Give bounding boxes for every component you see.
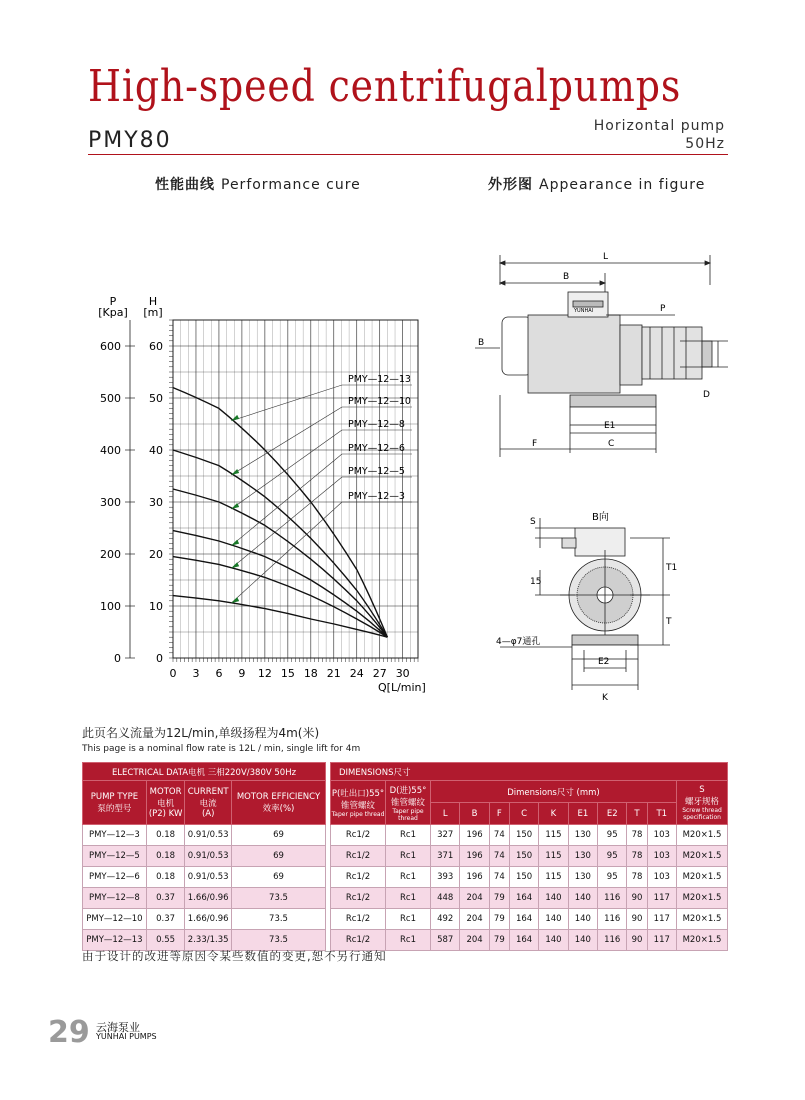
dim-col-E1: E1 — [568, 803, 597, 825]
dim-cell: 140 — [539, 909, 568, 930]
callout-line — [231, 385, 342, 421]
current-cell: 2.33/1.35 — [185, 930, 232, 951]
current-cell: 0.91/0.53 — [185, 825, 232, 846]
pump-type-cell: PMY—12—8 — [83, 888, 147, 909]
motor-kw-cell: 0.37 — [146, 909, 184, 930]
dim-cell: 140 — [568, 930, 597, 951]
dim-cell: 79 — [489, 930, 509, 951]
callout-arrow — [231, 597, 239, 603]
dim-cell: 150 — [509, 867, 538, 888]
side-view-drawing — [470, 245, 730, 465]
callout-line — [231, 502, 342, 603]
col-motor — [146, 781, 184, 825]
p-tick-label: 500 — [100, 392, 121, 405]
dim-T: T — [666, 617, 672, 627]
x-tick-label: 27 — [372, 667, 387, 680]
series-label: PMY—12—8 — [348, 419, 405, 430]
d-thread-cell: Rc1 — [386, 930, 431, 951]
h-axis-unit: [m] — [143, 306, 163, 319]
dim-cell: 164 — [509, 909, 538, 930]
performance-heading-en: Performance cure — [221, 177, 361, 193]
dim-cell: 116 — [598, 930, 627, 951]
dim-D: D — [703, 390, 710, 400]
dim-cell: 78 — [627, 867, 647, 888]
col-d-thread-en: Taper pipe thread — [392, 807, 424, 822]
col-current-unit: (A) — [201, 808, 215, 819]
p-thread-cell: Rc1/2 — [331, 846, 386, 867]
efficiency-cell: 73.5 — [232, 909, 326, 930]
dim-cell: 103 — [647, 825, 676, 846]
d-thread-cell: Rc1 — [386, 867, 431, 888]
dim-cell: 115 — [539, 825, 568, 846]
p-thread-cell: Rc1/2 — [331, 825, 386, 846]
col-current-cn: 电流 — [199, 798, 217, 809]
pump-type-label: Horizontal pump — [593, 118, 725, 134]
nameplate-logo: YUNHAI — [574, 308, 594, 314]
dimensions-row — [331, 867, 728, 888]
dim-cell: 492 — [431, 909, 460, 930]
end-view-drawing — [480, 500, 690, 710]
page-title: High-speed centrifugalpumps — [88, 61, 682, 112]
col-p-thread — [331, 781, 386, 825]
electrical-header: ELECTRICAL DATA电机 三相220V/380V 50Hz — [83, 763, 326, 781]
col-motor-unit: (P2) KW — [148, 808, 183, 819]
frequency-label: 50Hz — [685, 136, 725, 152]
dim-L: L — [603, 252, 609, 262]
dim-P: P — [660, 304, 666, 314]
performance-chart — [90, 295, 440, 700]
dim-cell: 74 — [489, 867, 509, 888]
dim-E1: E1 — [604, 421, 616, 431]
electrical-row — [83, 825, 326, 846]
dim-cell: 140 — [568, 909, 597, 930]
callout-arrow — [231, 469, 239, 475]
dim-cell: 78 — [627, 825, 647, 846]
col-efficiency-cn: 效率(%) — [262, 803, 295, 814]
dim-cell: 393 — [431, 867, 460, 888]
dim-cell: 164 — [509, 888, 538, 909]
x-tick-label: 9 — [238, 667, 246, 680]
x-tick-label: 3 — [192, 667, 200, 680]
p-tick-label: 0 — [114, 652, 121, 665]
callout-line — [231, 407, 342, 475]
dim-col-F: F — [489, 803, 509, 825]
dim-C: C — [608, 439, 615, 449]
electrical-table — [82, 762, 326, 951]
dim-cell: 150 — [509, 846, 538, 867]
dim-S: S — [530, 517, 536, 527]
dim-K: K — [602, 693, 608, 703]
series-label: PMY—12—6 — [348, 443, 405, 454]
d-thread-cell: Rc1 — [386, 888, 431, 909]
dim-cell: 150 — [509, 825, 538, 846]
dim-E2: E2 — [598, 657, 610, 667]
appearance-heading — [488, 174, 705, 194]
current-cell: 0.91/0.53 — [185, 846, 232, 867]
dim-cell: 130 — [568, 846, 597, 867]
dim-T1: T1 — [666, 563, 678, 573]
series-label: PMY—12—3 — [348, 491, 405, 502]
h-axis-label: H — [148, 295, 158, 308]
dim-cell: 196 — [460, 825, 489, 846]
dim-cell: 117 — [647, 909, 676, 930]
series-label: PMY—12—13 — [348, 374, 411, 385]
dim-cell: 116 — [598, 909, 627, 930]
d-thread-cell: Rc1 — [386, 909, 431, 930]
p-axis-label: P — [109, 295, 117, 308]
dimensions-header: DIMENSIONS尺寸 — [331, 763, 728, 781]
dim-cell: 95 — [598, 825, 627, 846]
motor-kw-cell: 0.18 — [146, 867, 184, 888]
x-tick-label: 12 — [257, 667, 272, 680]
current-cell: 1.66/0.96 — [185, 888, 232, 909]
pump-type-cell: PMY—12—5 — [83, 846, 147, 867]
col-p-thread-cn: 锥管螺纹 — [340, 801, 375, 811]
h-tick-label: 60 — [149, 340, 163, 353]
col-screw-thread-en: Screw thread specification — [682, 806, 722, 821]
col-pump-type-cn: 泵的型号 — [97, 803, 132, 814]
p-axis-unit: [Kpa] — [98, 306, 128, 319]
callout-line — [231, 430, 342, 509]
performance-heading-cn: 性能曲线 — [155, 177, 215, 193]
callout-line — [231, 454, 342, 546]
electrical-row — [83, 909, 326, 930]
col-efficiency — [232, 781, 326, 825]
series-label: PMY—12—5 — [348, 466, 405, 477]
col-current — [185, 781, 232, 825]
dimensions-row — [331, 909, 728, 930]
p-tick-label: 100 — [100, 600, 121, 613]
motor-kw-cell: 0.55 — [146, 930, 184, 951]
dim-F: F — [532, 439, 538, 449]
dim-cell: 130 — [568, 825, 597, 846]
dim-B: B — [563, 272, 570, 282]
title-divider — [88, 154, 728, 155]
motor-kw-cell: 0.18 — [146, 825, 184, 846]
mounting-hole-label: 4—φ7通孔 — [496, 637, 541, 647]
x-tick-label: 18 — [303, 667, 318, 680]
dimensions-row — [331, 930, 728, 951]
efficiency-cell: 73.5 — [232, 930, 326, 951]
pump-type-cell: PMY—12—10 — [83, 909, 147, 930]
dimensions-table — [330, 762, 728, 951]
dim-col-K: K — [539, 803, 568, 825]
dim-15: 15 — [530, 577, 542, 587]
efficiency-cell: 69 — [232, 825, 326, 846]
motor-kw-cell: 0.18 — [146, 846, 184, 867]
dim-col-L: L — [431, 803, 460, 825]
dim-col-C: C — [509, 803, 538, 825]
current-cell: 0.91/0.53 — [185, 867, 232, 888]
dim-col-B: B — [460, 803, 489, 825]
screw-thread-cell: M20×1.5 — [677, 930, 728, 951]
b-view-label: B向 — [592, 512, 609, 523]
p-thread-cell: Rc1/2 — [331, 930, 386, 951]
series-label: PMY—12—10 — [348, 396, 411, 407]
current-cell: 1.66/0.96 — [185, 909, 232, 930]
x-tick-label: 6 — [215, 667, 223, 680]
x-tick-label: 30 — [395, 667, 410, 680]
electrical-row — [83, 867, 326, 888]
dim-cell: 95 — [598, 867, 627, 888]
dim-cell: 196 — [460, 846, 489, 867]
electrical-row — [83, 846, 326, 867]
dim-cell: 115 — [539, 867, 568, 888]
dim-cell: 196 — [460, 867, 489, 888]
dim-cell: 204 — [460, 930, 489, 951]
d-thread-cell: Rc1 — [386, 825, 431, 846]
dim-cell: 327 — [431, 825, 460, 846]
dim-cell: 587 — [431, 930, 460, 951]
col-screw-thread — [677, 781, 728, 825]
performance-heading — [155, 174, 361, 194]
dim-cell: 90 — [627, 888, 647, 909]
h-tick-label: 10 — [149, 600, 163, 613]
dim-cell: 74 — [489, 825, 509, 846]
col-motor-cn: 电机 — [157, 798, 175, 809]
dim-cell: 90 — [627, 909, 647, 930]
dim-cell: 103 — [647, 867, 676, 888]
pump-type-cell: PMY—12—3 — [83, 825, 147, 846]
electrical-row — [83, 888, 326, 909]
x-axis-label: Q[L/min] — [378, 681, 426, 694]
dim-cell: 79 — [489, 909, 509, 930]
screw-thread-cell: M20×1.5 — [677, 846, 728, 867]
x-tick-label: 21 — [326, 667, 341, 680]
pump-type-cell: PMY—12—13 — [83, 930, 147, 951]
efficiency-cell: 69 — [232, 846, 326, 867]
dimensions-row — [331, 888, 728, 909]
col-screw-thread-cn: 螺牙规格 — [684, 796, 719, 807]
dim-cell: 117 — [647, 888, 676, 909]
dim-cell: 79 — [489, 888, 509, 909]
col-d-thread — [386, 781, 431, 825]
dim-col-T: T — [627, 803, 647, 825]
h-tick-label: 30 — [149, 496, 163, 509]
nominal-note-en: This page is a nominal flow rate is 12L / min, single lift for 4m — [82, 744, 361, 754]
footer-note: 由于设计的改进等原因令某些数值的变更,恕不另行通知 — [82, 949, 387, 963]
h-tick-label: 0 — [156, 652, 163, 665]
p-thread-cell: Rc1/2 — [331, 909, 386, 930]
dim-cell: 95 — [598, 846, 627, 867]
dim-B-view: B — [478, 338, 485, 348]
dim-cell: 103 — [647, 846, 676, 867]
callout-arrow — [231, 562, 239, 568]
p-thread-cell: Rc1/2 — [331, 867, 386, 888]
appearance-heading-en: Appearance in figure — [539, 177, 706, 193]
col-pump-type-en: PUMP TYPE — [90, 791, 139, 802]
x-tick-label: 15 — [280, 667, 295, 680]
dim-cell: 130 — [568, 867, 597, 888]
p-tick-label: 200 — [100, 548, 121, 561]
dim-col-E2: E2 — [598, 803, 627, 825]
dim-cell: 116 — [598, 888, 627, 909]
dim-cell: 140 — [539, 930, 568, 951]
col-p-thread-title: P(吐出口)55° — [331, 789, 385, 799]
brand-name-cn: 云海泵业 — [96, 1021, 140, 1034]
dim-cell: 448 — [431, 888, 460, 909]
dim-cell: 115 — [539, 846, 568, 867]
col-pump-type — [83, 781, 147, 825]
page-number: 29 — [48, 1015, 90, 1050]
col-d-thread-title: D(进)55° — [389, 785, 427, 796]
screw-thread-cell: M20×1.5 — [677, 867, 728, 888]
model-name: PMY80 — [88, 128, 172, 153]
dim-cell: 371 — [431, 846, 460, 867]
p-tick-label: 300 — [100, 496, 121, 509]
col-efficiency-en: MOTOR EFFICIENCY — [236, 791, 321, 802]
x-tick-label: 0 — [169, 667, 177, 680]
motor-kw-cell: 0.37 — [146, 888, 184, 909]
nominal-note-cn: 此页名义流量为12L/min,单级扬程为4m(米) — [82, 726, 320, 740]
efficiency-cell: 73.5 — [232, 888, 326, 909]
h-tick-label: 20 — [149, 548, 163, 561]
dim-cell: 117 — [647, 930, 676, 951]
h-tick-label: 50 — [149, 392, 163, 405]
x-tick-label: 24 — [349, 667, 364, 680]
screw-thread-cell: M20×1.5 — [677, 825, 728, 846]
dim-cell: 164 — [509, 930, 538, 951]
col-motor-en: MOTOR — [149, 786, 182, 797]
callout-arrow — [231, 415, 239, 421]
h-tick-label: 40 — [149, 444, 163, 457]
dim-cell: 90 — [627, 930, 647, 951]
dim-cell: 204 — [460, 909, 489, 930]
dim-cell: 140 — [539, 888, 568, 909]
screw-thread-cell: M20×1.5 — [677, 888, 728, 909]
screw-thread-cell: M20×1.5 — [677, 909, 728, 930]
dimensions-row — [331, 846, 728, 867]
dim-cell: 204 — [460, 888, 489, 909]
appearance-heading-cn: 外形图 — [488, 177, 533, 193]
col-p-thread-en: Taper pipe thread — [331, 811, 385, 818]
dim-cell: 74 — [489, 846, 509, 867]
callout-arrow — [231, 540, 239, 546]
dim-cell: 140 — [568, 888, 597, 909]
col-screw-thread-title: S — [699, 784, 705, 795]
p-thread-cell: Rc1/2 — [331, 888, 386, 909]
pump-type-cell: PMY—12—6 — [83, 867, 147, 888]
p-tick-label: 400 — [100, 444, 121, 457]
dimensions-row — [331, 825, 728, 846]
pump-type — [594, 117, 725, 153]
col-current-en: CURRENT — [187, 786, 229, 797]
col-d-thread-cn: 锥管螺纹 — [390, 797, 425, 808]
d-thread-cell: Rc1 — [386, 846, 431, 867]
dim-cell: 78 — [627, 846, 647, 867]
brand-name-en: YUNHAI PUMPS — [96, 1032, 157, 1041]
p-tick-label: 600 — [100, 340, 121, 353]
efficiency-cell: 69 — [232, 867, 326, 888]
col-dimensions: Dimensions尺寸 (mm) — [431, 781, 677, 803]
dim-col-T1: T1 — [647, 803, 676, 825]
